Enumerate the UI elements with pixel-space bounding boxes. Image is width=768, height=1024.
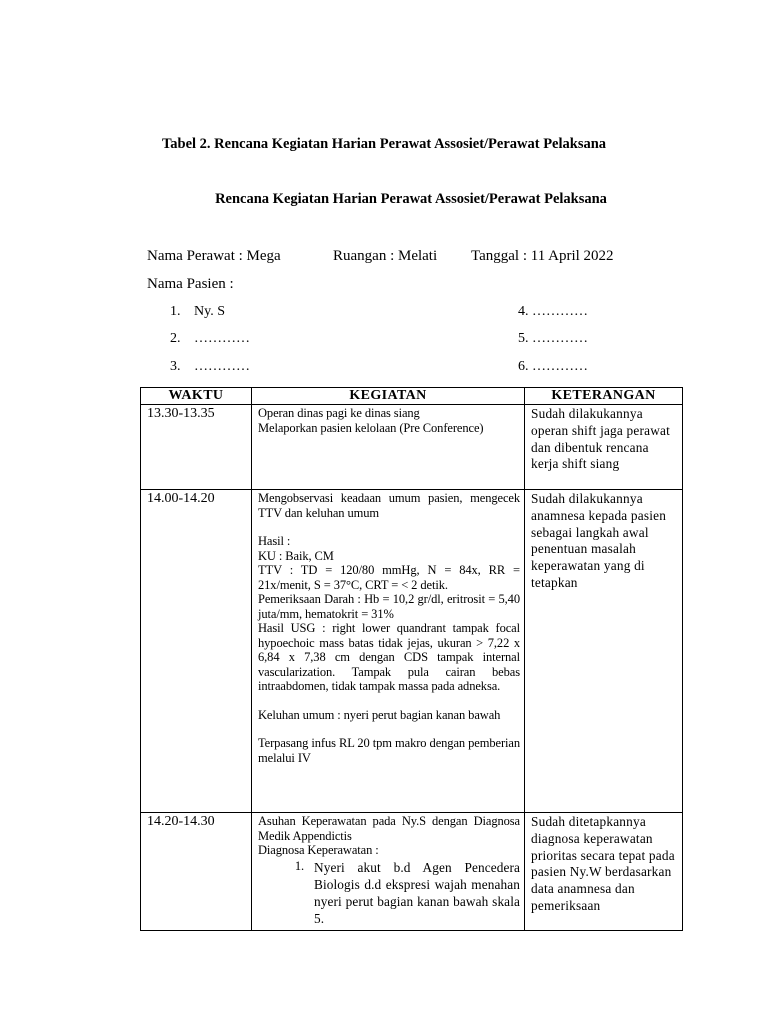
patient-number: 3. <box>170 359 181 374</box>
patient-item-1 <box>170 304 225 320</box>
time-cell: 14.20-14.30 <box>141 813 252 931</box>
table-row <box>141 405 683 490</box>
patient-name: ………… <box>194 359 250 374</box>
table-row <box>141 813 683 931</box>
activity-text: Diagnosa Keperawatan : <box>258 843 379 857</box>
diagnosis-text: Nyeri akut b.d Agen Pencedera Biologis d.d ekspresi wajah menahan nyeri perut bagian kanan bawah skala 5. <box>314 859 520 926</box>
activity-text: Pemeriksaan Darah : Hb = 10,2 gr/dl, eritrosit = 5,40 juta/mm, hematokrit = 31% <box>258 592 520 621</box>
activity-text: TTV : TD = 120/80 mmHg, N = 84x, RR = 21x/menit, S = 37°C, CRT = < 2 detik. <box>258 563 520 592</box>
patient-name: Ny. S <box>194 304 225 319</box>
note-cell: Sudah ditetapkannya diagnosa keperawatan prioritas secara tepat pada pasien Ny.W berdasarkan data anamnesa dan pemeriksaan <box>525 813 683 931</box>
header-keterangan: KETERANGAN <box>525 388 683 405</box>
diagnosis-number: 1. <box>294 858 304 873</box>
patient-item-4 <box>518 304 588 320</box>
header-waktu: WAKTU <box>141 388 252 405</box>
table-row <box>141 490 683 813</box>
patient-item-3 <box>170 359 250 375</box>
patient-item-6 <box>518 359 588 375</box>
date-field: Tanggal : 11 April 2022 <box>471 248 614 264</box>
note-cell: Sudah dilakukannya operan shift jaga perawat dan dibentuk rencana kerja shift siang <box>525 405 683 490</box>
activity-text: Terpasang infus RL 20 tpm makro dengan pemberian melalui IV <box>258 736 520 765</box>
activity-cell <box>252 405 525 490</box>
activity-cell <box>252 490 525 813</box>
time-cell: 14.00-14.20 <box>141 490 252 813</box>
room-name: Ruangan : Melati <box>333 248 438 264</box>
activity-text: KU : Baik, CM <box>258 548 334 563</box>
patient-item-5 <box>518 331 588 347</box>
header-kegiatan: KEGIATAN <box>252 388 525 405</box>
activity-plan-table <box>140 387 683 931</box>
note-cell: Sudah dilakukannya anamnesa kepada pasien sebagai langkah awal penentuan masalah keperawatan yang di tetapkan <box>525 490 683 813</box>
patient-number: 5. <box>518 331 529 346</box>
activity-text: Melaporkan pasien kelolaan (Pre Conference) <box>258 420 484 435</box>
document-heading: Rencana Kegiatan Harian Perawat Assosiet/Perawat Pelaksana <box>215 191 607 207</box>
patient-name: ………… <box>194 331 250 346</box>
time-cell: 13.30-13.35 <box>141 405 252 490</box>
patient-number: 1. <box>170 304 181 319</box>
patient-label: Nama Pasien : <box>147 276 234 292</box>
activity-text: Hasil : <box>258 534 291 548</box>
patient-number: 4. <box>518 304 529 319</box>
patient-item-2 <box>170 331 250 347</box>
activity-text: Keluhan umum : nyeri perut bagian kanan bawah <box>258 707 501 722</box>
nurse-name: Nama Perawat : Mega <box>147 248 281 264</box>
activity-text: Operan dinas pagi ke dinas siang <box>258 406 420 420</box>
activity-text: Asuhan Keperawatan pada Ny.S dengan Diagnosa Medik Appendictis <box>258 814 520 843</box>
table-caption: Tabel 2. Rencana Kegiatan Harian Perawat Assosiet/Perawat Pelaksana <box>161 136 607 152</box>
table-header-row <box>141 388 683 405</box>
activity-cell <box>252 813 525 931</box>
activity-text: Mengobservasi keadaan umum pasien, mengecek TTV dan keluhan umum <box>258 491 520 520</box>
activity-text: Hasil USG : right lower quandrant tampak focal hypoechoic mass batas tidak jejas, ukuran > 7,22 x 6,84 x 7,38 cm dengan CDS tampak internal vascularization. Tampak pula cairan bebas intraabdomen, tidak tampak massa pada adneksa. <box>258 621 520 693</box>
diagnosis-item <box>258 859 520 927</box>
patient-number: 6. <box>518 359 529 374</box>
patient-name: ………… <box>532 304 588 319</box>
patient-name: ………… <box>532 331 588 346</box>
patient-name: ………… <box>532 359 588 374</box>
patient-number: 2. <box>170 331 181 346</box>
